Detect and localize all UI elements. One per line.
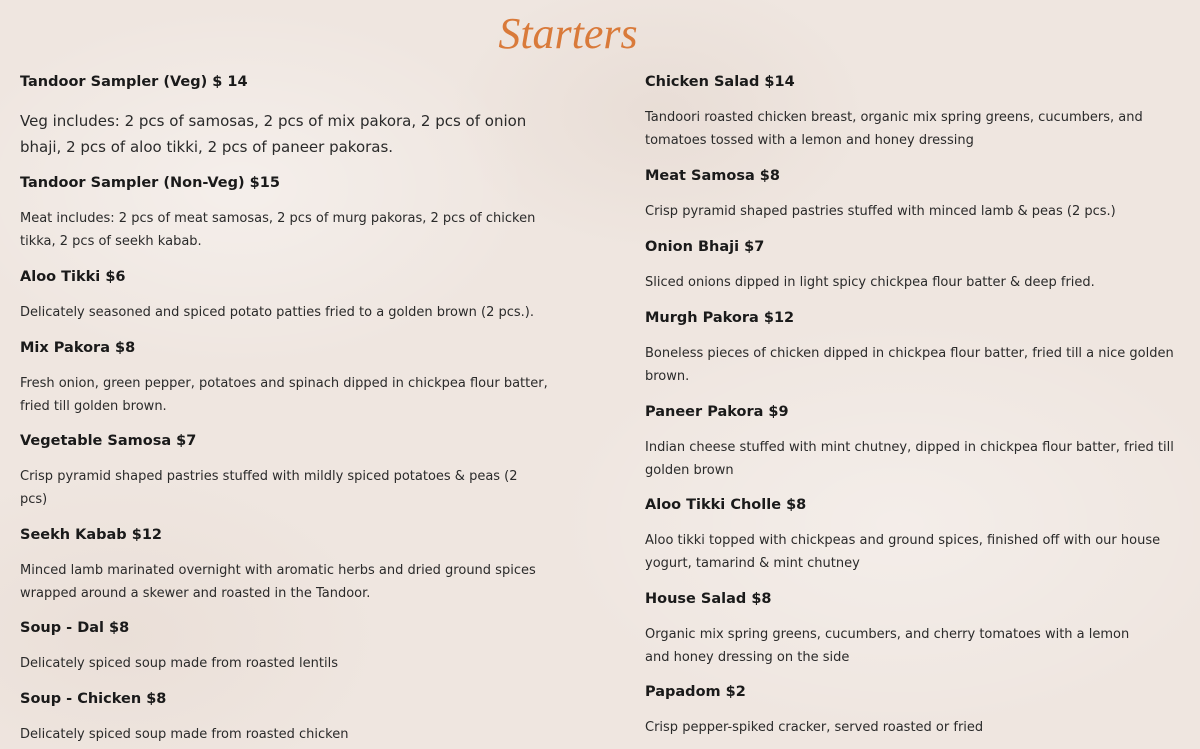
page-title: Starters (498, 9, 638, 58)
menu-item-description: Organic mix spring greens, cucumbers, and cherry tomatoes with a lemon and honey dressing on the side (645, 627, 1130, 665)
menu-item-description: Crisp pyramid shaped pastries stuffed with mildly spiced potatoes & peas (2 pcs) (20, 469, 518, 507)
menu-item (20, 335, 550, 418)
menu-item-name: Vegetable Samosa $7 (20, 433, 197, 449)
menu-item-description: Veg includes: 2 pcs of samosas, 2 pcs of mix pakora, 2 pcs of onion bhaji, 2 pcs of aloo tikki, 2 pcs of paneer pakoras. (20, 112, 527, 156)
menu-item (20, 69, 540, 160)
menu-item-name: House Salad $8 (645, 591, 772, 607)
menu-item (20, 522, 550, 605)
menu-item-name: Aloo Tikki $6 (20, 269, 126, 285)
menu-item-description: Boneless pieces of chicken dipped in chickpea flour batter, fried till a nice golden brown. (645, 346, 1174, 384)
menu-item (645, 305, 1180, 388)
menu-item-name: Soup - Chicken $8 (20, 691, 167, 707)
menu-item-name: Tandoor Sampler (Non-Veg) $15 (20, 175, 280, 191)
menu-item (645, 234, 1175, 295)
menu-item-description: Minced lamb marinated overnight with aromatic herbs and dried ground spices wrapped around a skewer and roasted in the Tandoor. (20, 563, 536, 601)
menu-item-name: Papadom $2 (645, 684, 746, 700)
menu-item (645, 586, 1155, 669)
menu-item (645, 399, 1175, 482)
menu-item (645, 679, 1175, 740)
menu-item-description: Delicately spiced soup made from roasted lentils (20, 656, 338, 671)
menu-item-name: Murgh Pakora $12 (645, 310, 795, 326)
menu-item-name: Onion Bhaji $7 (645, 239, 765, 255)
menu-item-description: Crisp pepper-spiked cracker, served roasted or fried (645, 720, 984, 735)
menu-item-name: Tandoor Sampler (Veg) $ 14 (20, 74, 248, 90)
menu-item (645, 492, 1175, 575)
menu-item-description: Crisp pyramid shaped pastries stuffed with minced lamb & peas (2 pcs.) (645, 204, 1116, 219)
menu-item-name: Chicken Salad $14 (645, 74, 795, 90)
menu-item-name: Soup - Dal $8 (20, 620, 130, 636)
menu-item (20, 170, 550, 253)
menu-item-description: Delicately seasoned and spiced potato patties fried to a golden brown (2 pcs.). (20, 305, 534, 320)
menu-item-name: Aloo Tikki Cholle $8 (645, 497, 807, 513)
menu-item-description: Meat includes: 2 pcs of meat samosas, 2 pcs of murg pakoras, 2 pcs of chicken tikka, 2 pcs of seekh kabab. (20, 211, 536, 249)
menu-item-description: Indian cheese stuffed with mint chutney, dipped in chickpea flour batter, fried till golden brown (645, 440, 1174, 478)
menu-item-name: Mix Pakora $8 (20, 340, 136, 356)
menu-item-description: Sliced onions dipped in light spicy chickpea flour batter & deep fried. (645, 275, 1095, 290)
menu-item-name: Paneer Pakora $9 (645, 404, 789, 420)
menu-item (20, 615, 550, 676)
menu-item (645, 163, 1175, 224)
menu-item-name: Seekh Kabab $12 (20, 527, 163, 543)
menu-item (645, 69, 1145, 152)
menu-item (20, 264, 560, 325)
menu-item-description: Aloo tikki topped with chickpeas and ground spices, finished off with our house yogurt, tamarind & mint chutney (645, 533, 1161, 571)
menu-item-description: Fresh onion, green pepper, potatoes and spinach dipped in chickpea flour batter, fried till golden brown. (20, 376, 548, 414)
menu-item (20, 686, 550, 747)
menu-item-name: Meat Samosa $8 (645, 168, 780, 184)
menu-item (20, 428, 530, 511)
menu-item-description: Delicately spiced soup made from roasted chicken (20, 727, 349, 742)
menu-item-description: Tandoori roasted chicken breast, organic mix spring greens, cucumbers, and tomatoes tossed with a lemon and honey dressing (645, 110, 1143, 148)
